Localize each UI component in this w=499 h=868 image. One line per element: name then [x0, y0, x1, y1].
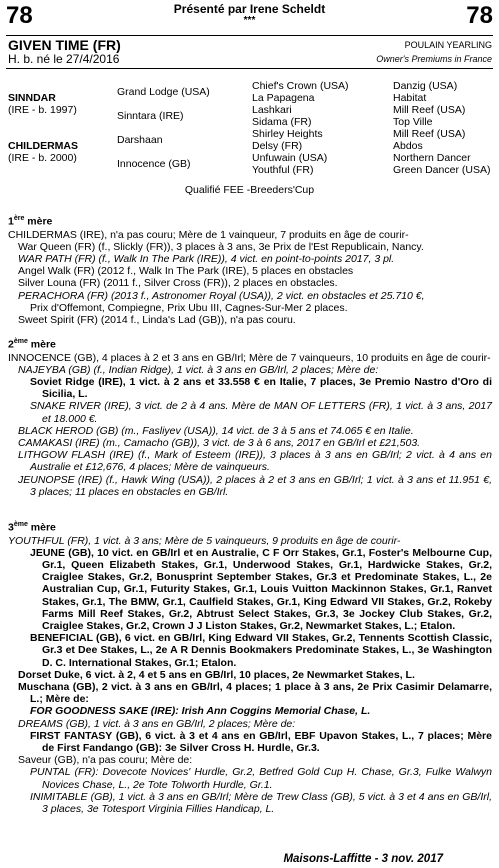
produce-line: DREAMS (GB), 1 vict. à 3 ans en GB/Irl, 2 places; Mère de:	[18, 717, 296, 730]
produce-line: PERACHORA (FR) (2013 f., Astronomer Royal (USA)), 2 vict. en obstacles et 25.710 €,	[18, 289, 425, 302]
ped-gen3-6: Delsy (FR)	[252, 140, 303, 152]
produce-line: SNAKE RIVER (IRE), 3 vict. de 2 à 4 ans. Mère de MAN OF LETTERS (FR), 1 vict. à 3 ans, 2017 et 18.000 €.	[30, 400, 492, 425]
produce-line: JEUNE (GB), 10 vict. en GB/Irl et en Australie, C F Orr Stakes, Gr.1, Foster's Melbourne Cup, Gr.1, Queen Elizabeth Stakes, Gr.1, Underwood Stakes, Gr.1, Hardwicke Stakes, Gr.2, Craiglee Stakes, Gr.2, Bonusprint September Stakes, Gr.3 et Predominate Stakes, L., 2e Australian Cup, Gr.1, Futurity Stakes, Gr.1, Louis Vuitton Mackinnon Stakes, Gr.1, Ranvet Stakes, Gr.1, The BMW, Gr.1, Caulfield Stakes, Gr.1, King Edward VII Stakes, Gr.2, Rokeby Farms Mill Reef Stakes, Gr.2, Abtrust Select Stakes, Gr.3, 3e Jockey Club Stakes, Gr.2, Craiglee Stakes, Gr.2, Crown J J Liston Stakes, Gr.2, Newmarket Stakes, L.; Etalon.	[30, 546, 492, 632]
section-second-dam	[8, 335, 492, 498]
produce-line: NAJEYBA (GB) (f., Indian Ridge), 1 vict. à 3 ans en GB/Irl, 2 places; Mère de:	[18, 363, 379, 376]
ped-gen3-4: Sidama (FR)	[252, 116, 312, 128]
section-first-dam	[8, 212, 492, 326]
produce-line: Dorset Duke, 6 vict. à 2, 4 et 5 ans en GB/Irl, 10 places, 2e Newmarket Stakes, L.	[18, 668, 415, 681]
section-third-dam	[8, 518, 492, 815]
produce-line: JEUNOPSE (IRE) (f., Hawk Wing (USA)), 2 places à 2 et 3 ans en GB/Irl; 1 vict. à 3 ans et 11.951 €, 3 places; 11 places en obstacles en GB/Irl.	[18, 473, 492, 498]
produce-line: INIMITABLE (GB), 1 vict. à 3 ans en GB/Irl; Mère de Trew Class (GB), 5 vict. à 3 et 4 ans en GB/Irl, 3 places, 3e Totesport Virginia Fillies Handicap, L.	[30, 790, 492, 815]
produce-line: Angel Walk (FR) (2012 f., Walk In The Park (IRE), 5 places en obstacles	[18, 265, 354, 278]
ped-gen4-5: Mill Reef (USA)	[393, 128, 466, 140]
produce-line: Silver Louna (FR) (2011 f., Silver Cross (FR)), 2 places en obstacles.	[18, 277, 338, 290]
ped-gen4-6: Abdos	[393, 140, 423, 152]
ped-gen4-3: Mill Reef (USA)	[393, 104, 466, 116]
ped-gen3-2: La Papagena	[252, 92, 315, 104]
produce-line-cont: Prix d'Offemont, Compiegne, Prix Ubu III, Cagnes-Sur-Mer 2 places.	[30, 301, 348, 314]
dam-line: INNOCENCE (GB), 4 places à 2 et 3 ans en GB/Irl; Mère de 7 vainqueurs, 10 produits en âge de courir-	[8, 351, 491, 364]
produce-line: WAR PATH (FR) (f., Walk In The Park (IRE)), 4 vict. en point-to-points 2017, 3 pl.	[18, 252, 395, 265]
produce-line: War Queen (FR) (f., Slickly (FR)), 3 places à 3 ans, 3e Prix de l'Est Republicain, Nancy.	[18, 240, 424, 253]
ped-gen4-7: Northern Dancer	[393, 152, 471, 164]
qualification: Qualifié FEE -Breeders'Cup	[184, 184, 315, 196]
produce-line: BLACK HEROD (GB) (m., Fasliyev (USA)), 14 vict. de 3 à 5 ans et 74.065 € en Italie.	[18, 424, 414, 437]
produce-line: Muschana (GB), 2 vict. à 3 ans en GB/Irl, 4 places; 1 place à 3 ans, 2e Prix Casimir Delamarre, L.; Mère de:	[18, 680, 492, 706]
sale-location-date: Maisons-Laffitte - 3 nov. 2017	[283, 852, 443, 865]
produce-line: Sweet Spirit (FR) (2014 f., Linda's Lad (GB)), n'a pas couru.	[18, 313, 296, 326]
sire-info: (IRE - b. 1997)	[8, 104, 77, 116]
ped-gen4-2: Habitat	[393, 92, 427, 104]
lot-number-right: 78	[466, 2, 493, 29]
presenter: Présenté par Irene Scheldt	[173, 2, 326, 16]
produce-line: FIRST FANTASY (GB), 6 vict. à 3 et 4 ans en GB/Irl, EBF Upavon Stakes, L., 7 places; Mère de First Fandango (GB): 3e Silver Cross H. Hurdle, Gr.3.	[30, 729, 492, 754]
section-title: 2ème mère	[8, 338, 56, 351]
stars: ***	[243, 15, 256, 26]
top-rule	[6, 35, 493, 36]
horse-details: H. b. né le 27/4/2016	[8, 52, 120, 66]
ped-gen3-8: Youthful (FR)	[252, 164, 314, 176]
ped-gen3-7: Unfuwain (USA)	[252, 152, 328, 164]
section-title: 3ème mère	[8, 521, 56, 534]
produce-line: Saveur (GB), n'a pas couru; Mère de:	[18, 754, 193, 767]
sire-name: SINNDAR	[8, 92, 56, 104]
dam-line: CHILDERMAS (IRE), n'a pas couru; Mère de 1 vainqueur, 7 produits en âge de courir-	[8, 228, 409, 241]
ped-gen2-3: Darshaan	[117, 134, 163, 146]
pedigree-rule	[6, 68, 493, 69]
horse-name: GIVEN TIME (FR)	[8, 37, 121, 53]
ped-gen3-5: Shirley Heights	[252, 128, 323, 140]
ped-gen4-4: Top Ville	[393, 116, 433, 128]
section-title: 1ère mère	[8, 215, 53, 228]
produce-line: BENEFICIAL (GB), 6 vict. en GB/Irl, King Edward VII Stakes, Gr.2, Tennents Scottish Classic, Gr.3 et Dee Stakes, L., 2e A R Dennis Bookmakers Predominate Stakes, L., 3e Washington D. C. International Stakes, Gr.1; Etalon.	[30, 632, 492, 669]
dam-info: (IRE - b. 2000)	[8, 152, 77, 164]
produce-line: FOR GOODNESS SAKE (IRE): Irish Ann Coggins Memorial Chase, L.	[30, 705, 371, 718]
dam-name: CHILDERMAS	[8, 140, 78, 152]
produce-line: LITHGOW FLASH (IRE) (f., Mark of Esteem (IRE)), 3 places à 3 ans en GB/Irl; 2 vict. à 4 ans en Australie et £12,676, 4 places; Mère de vainqueurs.	[18, 449, 492, 474]
ped-gen3-1: Chief's Crown (USA)	[252, 80, 349, 92]
dam-line: YOUTHFUL (FR), 1 vict. à 3 ans; Mère de 5 vainqueurs, 9 produits en âge de courir-	[8, 534, 401, 547]
ped-gen4-8: Green Dancer (USA)	[393, 164, 491, 176]
produce-line: Soviet Ridge (IRE), 1 vict. à 2 ans et 33.558 € en Italie, 7 places, 3e Premio Nastro d'Oro di Sicilia, L.	[30, 375, 492, 401]
ped-gen4-1: Danzig (USA)	[393, 80, 458, 92]
lot-number-left: 78	[6, 2, 33, 29]
category: POULAIN YEARLING	[404, 40, 492, 50]
produce-line: PUNTAL (FR): Dovecote Novices' Hurdle, Gr.2, Betfred Gold Cup H. Chase, Gr.3, Fulke Walwyn Novices Chase, L., 2e Tote Tolworth Hurdle, Gr.1.	[30, 766, 492, 791]
ped-gen3-3: Lashkari	[252, 104, 292, 116]
ped-gen2-1: Grand Lodge (USA)	[117, 86, 210, 98]
ped-gen2-4: Innocence (GB)	[117, 158, 191, 170]
owner-premiums: Owner's Premiums in France	[376, 54, 492, 64]
produce-line: CAMAKASI (IRE) (m., Camacho (GB)), 3 vict. de 3 à 6 ans, 2017 en GB/Irl et £21,503.	[18, 436, 421, 449]
ped-gen2-2: Sinntara (IRE)	[117, 110, 184, 122]
